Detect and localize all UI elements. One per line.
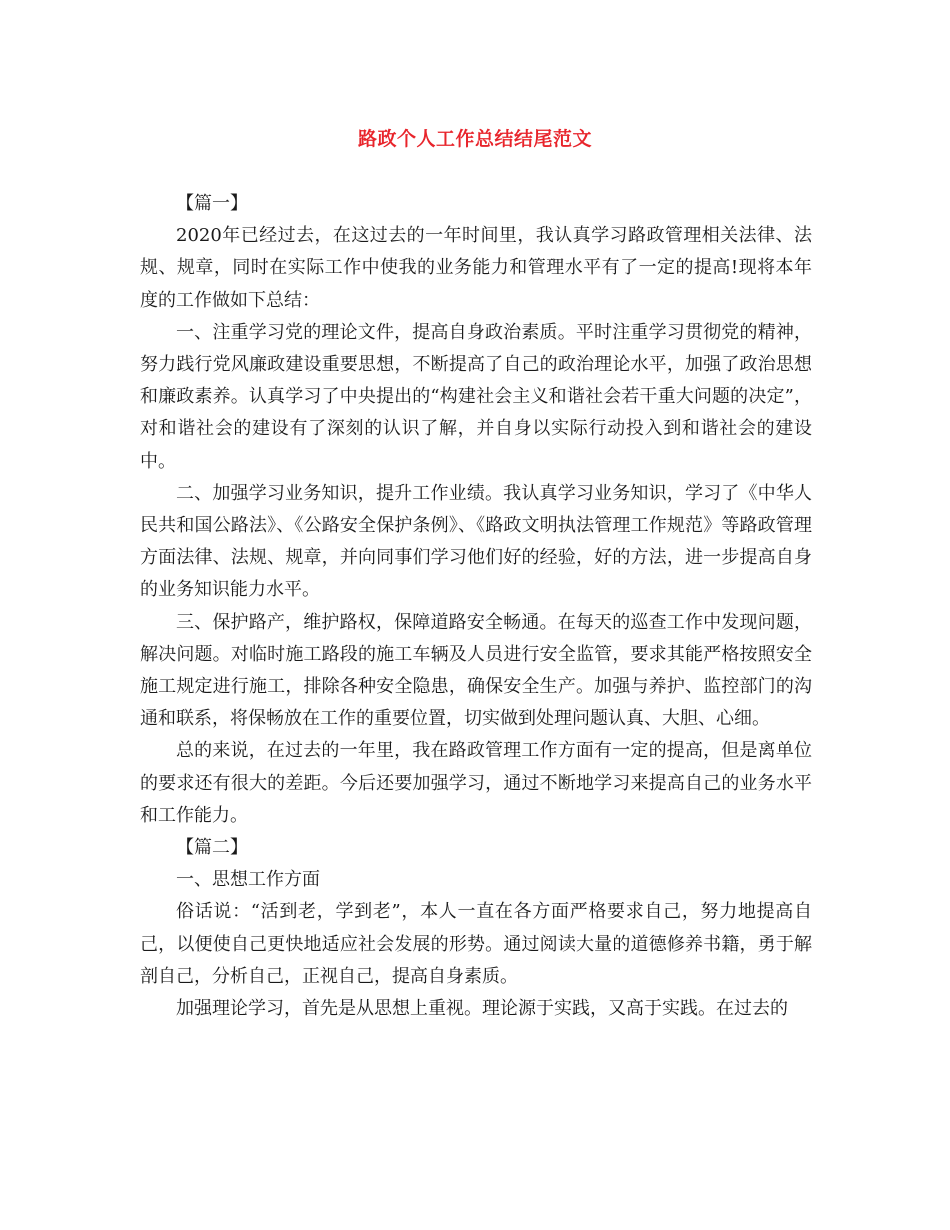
section-heading: 【篇二】 — [176, 837, 248, 859]
document-body — [140, 188, 812, 1025]
paragraph: 二、加强学习业务知识，提升工作业绩。我认真学习业务知识，学习了《中华人民共和国公路法》、《公路安全保护条例》、《路政文明执法管理工作规范》等路政管理方面法律、法规、规章，并向同事们学习他们好的经验，好的方法，进一步提高自身的业务知识能力水平。 — [140, 482, 812, 601]
paragraph: 俗话说：“活到老，学到老”，本人一直在各方面严格要求自己，努力地提高自己，以便使自己更快地适应社会发展的形势。通过阅读大量的道德修养书籍，勇于解剖自己，分析自己，正视自己，提高自身素质。 — [140, 901, 812, 987]
paragraph: 三、保护路产，维护路权，保障道路安全畅通。在每天的巡查工作中发现问题，解决问题。对临时施工路段的施工车辆及人员进行安全监管，要求其能严格按照安全施工规定进行施工，排除各种安全隐患，确保安全生产。加强与养护、监控部门的沟通和联系，将保畅放在工作的重要位置，切实做到处理问题认真、大胆、心细。 — [140, 611, 812, 730]
paragraph: 一、思想工作方面 — [176, 869, 320, 891]
section-heading: 【篇一】 — [176, 193, 248, 214]
document-title: 路政个人工作总结结尾范文 — [357, 128, 592, 150]
paragraph: 加强理论学习，首先是从思想上重视。理论源于实践，又高于实践。在过去的 — [176, 998, 788, 1020]
paragraph: 一、注重学习党的理论文件，提高自身政治素质。平时注重学习贯彻党的精神，努力践行党风廉政建设重要思想，不断提高了自己的政治理论水平，加强了政治思想和廉政素养。认真学习了中央提出的“构建社会主义和谐社会若干重大问题的决定”，对和谐社会的建设有了深刻的认识了解，并自身以实际行动投入到和谐社会的建设中。 — [140, 321, 812, 472]
paragraph: 2020年已经过去，在这过去的一年时间里，我认真学习路政管理相关法律、法规、规章，同时在实际工作中使我的业务能力和管理水平有了一定的提高!现将本年度的工作做如下总结： — [140, 225, 812, 311]
paragraph: 总的来说，在过去的一年里，我在路政管理工作方面有一定的提高，但是离单位的要求还有很大的差距。今后还要加强学习，通过不断地学习来提高自己的业务水平和工作能力。 — [140, 740, 812, 826]
